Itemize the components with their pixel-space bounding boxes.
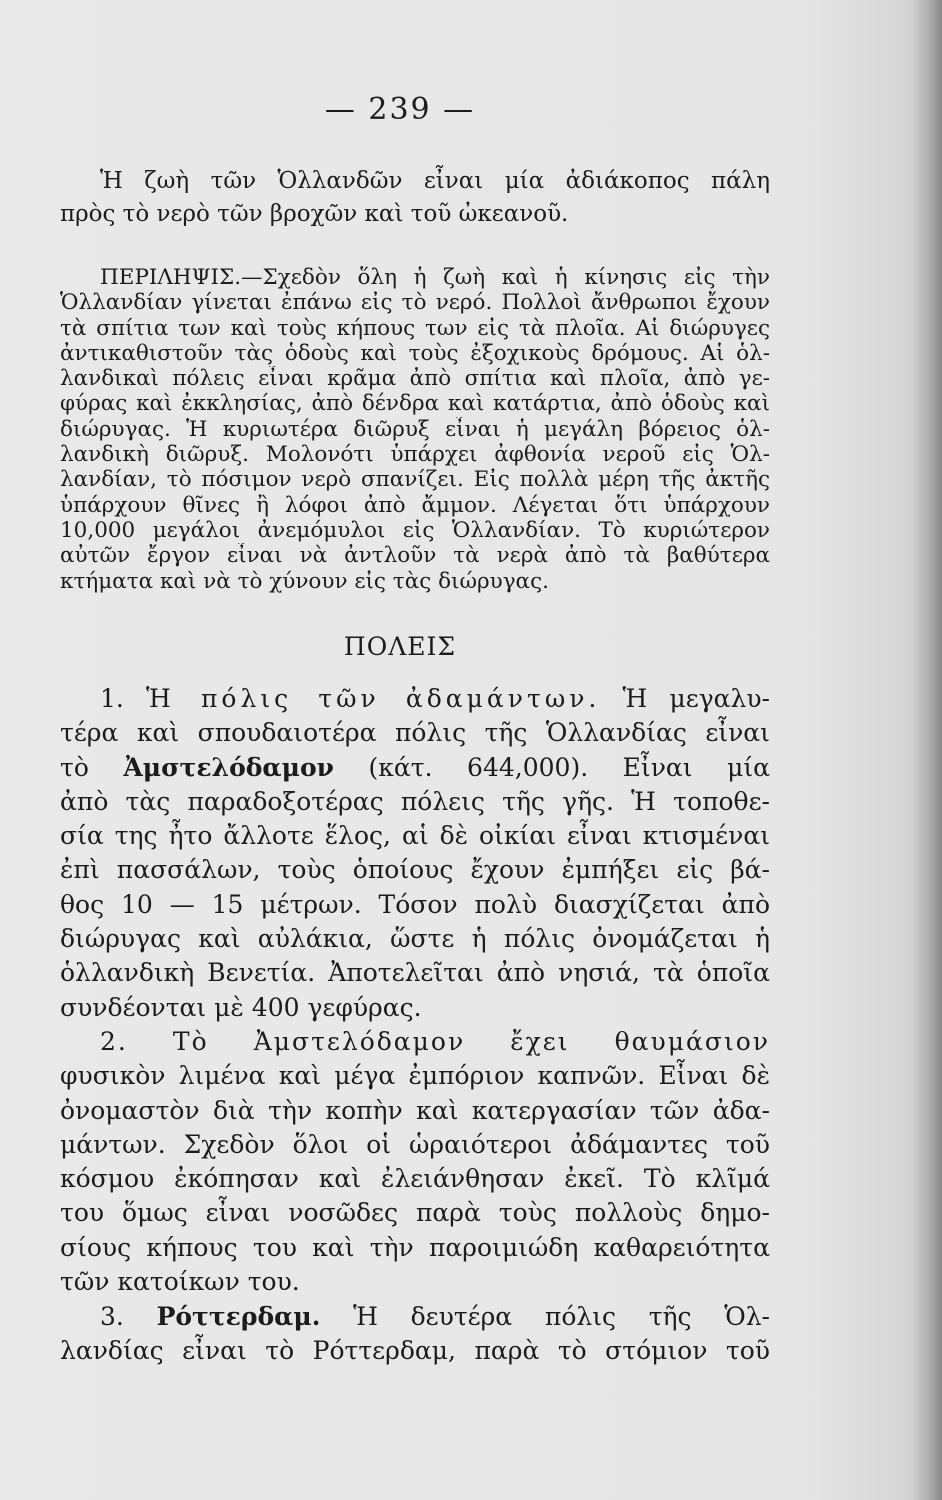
paragraph-number: 3.: [100, 1302, 124, 1331]
text-line: [60, 751, 770, 785]
text-line: τῶν κατοίκων του.: [60, 1267, 300, 1297]
text-line: του ὅμως εἶναι νοσῶδες παρὰ τοὺς πολλοὺς δημο-: [60, 1198, 770, 1228]
text-fragment: Ἡ μεγαλυ-: [622, 684, 770, 713]
section-title: ΠΟΛΕΙΣ: [343, 632, 457, 661]
text-line: λανδίαν, τὸ πόσιμον νερὸ σπανίζει. Εἰς πολλὰ μέρη τῆς ἀκτῆς: [60, 467, 770, 493]
text-line: [60, 1300, 770, 1334]
text-line: αὐτῶν ἔργον εἶναι νὰ ἀντλοῦν τὰ νερὰ ἀπὸ τὰ βαθύτερα: [60, 543, 770, 569]
text-line: ὁλλανδικὴ Βενετία. Ἀποτελεῖται ἀπὸ νησιά, τὰ ὁποῖα: [60, 958, 770, 988]
text-fragment: Ἡ δευτέρα πόλις τῆς Ὁλ-: [353, 1302, 770, 1331]
text-line: λανδίας εἶναι τὸ Ρόττερδαμ, παρὰ τὸ στόμιον τοῦ: [60, 1336, 770, 1366]
text-line: ἀπὸ τὰς παραδοξοτέρας πόλεις τῆς γῆς. Ἡ τοποθε-: [60, 786, 770, 816]
text-line: ὑπάρχουν θῖνες ἢ λόφοι ἀπὸ ἄμμον. Λέγεται ὅτι ὑπάρχουν: [60, 492, 770, 518]
page-spine-shadow: [912, 0, 942, 1500]
text-line: πρὸς τὸ νερὸ τῶν βροχῶν καὶ τοῦ ὠκεανοῦ.: [60, 201, 569, 227]
paragraph-heading: Ἡ πόλις τῶν ἀδαμάντων.: [146, 684, 601, 713]
text-line: τὰ σπίτια των καὶ τοὺς κήπους των εἰς τὰ πλοῖα. Αἱ διώρυγες: [60, 315, 770, 341]
intro-paragraph: [60, 165, 770, 231]
text-line: 10,000 μεγάλοι ἀνεμόμυλοι εἰς Ὁλλανδίαν. Τὸ κυριώτερον: [60, 517, 770, 543]
text-line: κόσμου ἐκόπησαν καὶ ἐλειάνθησαν ἐκεῖ. Τὸ κλῖμά: [60, 1164, 770, 1194]
text-line: ἀντικαθιστοῦν τὰς ὁδοὺς καὶ τοὺς ἐξοχικοὺς δρόμους. Αἱ ὁλ-: [60, 340, 770, 366]
text-line: Ὁλλανδίαν γίνεται ἐπάνω εἰς τὸ νερό. Πολλοὶ ἄνθρωποι ἔχουν: [60, 290, 770, 316]
text-line: τέρα καὶ σπουδαιοτέρα πόλις τῆς Ὁλλανδίας εἶναι: [60, 718, 770, 748]
text-line: λανδικαὶ πόλεις εἶναι κρᾶμα ἀπὸ σπίτια καὶ πλοῖα, ἀπὸ γε-: [60, 366, 770, 392]
text-line: 2. Τὸ Ἀμστελόδαμον ἔχει θαυμάσιον: [100, 1027, 770, 1056]
text-line: ΠΕΡΙΛΗΨΙΣ.—Σχεδὸν ὅλη ἡ ζωὴ καὶ ἡ κίνησις εἰς τὴν: [100, 265, 770, 290]
text-line: σίους κήπους του καὶ τὴν παροιμιώδη καθαρειότητα: [60, 1232, 770, 1262]
bold-term: Ρόττερδαμ.: [156, 1302, 321, 1331]
text-line: ὀνομαστὸν διὰ τὴν κοπὴν καὶ κατεργασίαν τῶν ἀδα-: [60, 1095, 770, 1125]
text-line: σία της ἦτο ἄλλοτε ἕλος, αἱ δὲ οἰκίαι εἶναι κτισμέναι: [60, 821, 770, 851]
paragraph-1: [60, 682, 770, 1025]
text-line: διώρυγας. Ἡ κυριωτέρα διῶρυξ εἶναι ἡ μεγάλη βόρειος ὁλ-: [60, 416, 770, 442]
paragraph-2: [60, 1025, 770, 1299]
text-line: ἐπὶ πασσάλων, τοὺς ὁποίους ἔχουν ἐμπήξει εἰς βά-: [60, 855, 770, 885]
text-line: θος 10 — 15 μέτρων. Τόσον πολὺ διασχίζεται ἀπὸ: [60, 889, 770, 919]
text-line: συνδέονται μὲ 400 γεφύρας.: [60, 992, 422, 1022]
text-line: μάντων. Σχεδὸν ὅλοι οἱ ὡραιότεροι ἀδάμαντες τοῦ: [60, 1129, 770, 1159]
page-number: — 239 —: [324, 92, 476, 127]
summary-paragraph: [60, 265, 770, 594]
bold-term: Ἀμστελόδαμον: [123, 752, 334, 782]
text-line: λανδικὴ διῶρυξ. Μολονότι ὑπάρχει ἀφθονία νεροῦ εἰς Ὁλ-: [60, 442, 770, 468]
text-line: [60, 682, 770, 716]
text-line: διώρυγας καὶ αὐλάκια, ὥστε ἡ πόλις ὀνομάζεται ἡ: [60, 924, 770, 954]
text-line: κτήματα καὶ νὰ τὸ χύνουν εἰς τὰς διώρυγας.: [60, 568, 549, 594]
text-line: Ἡ ζωὴ τῶν Ὁλλανδῶν εἶναι μία ἀδιάκοπος πάλη: [100, 168, 770, 194]
text-fragment: τὸ: [60, 752, 89, 782]
paragraph-number: 1.: [100, 684, 124, 713]
text-line: φύρας καὶ ἐκκλησίας, ἀπὸ δένδρα καὶ κατάρτια, ἀπὸ ὁδοὺς καὶ: [60, 391, 770, 417]
text-fragment: (κάτ. 644,000). Εἶναι μία: [368, 752, 770, 782]
paragraph-3: [60, 1300, 770, 1369]
text-line: φυσικὸν λιμένα καὶ μέγα ἐμπόριον καπνῶν. Εἶναι δὲ: [60, 1061, 770, 1091]
